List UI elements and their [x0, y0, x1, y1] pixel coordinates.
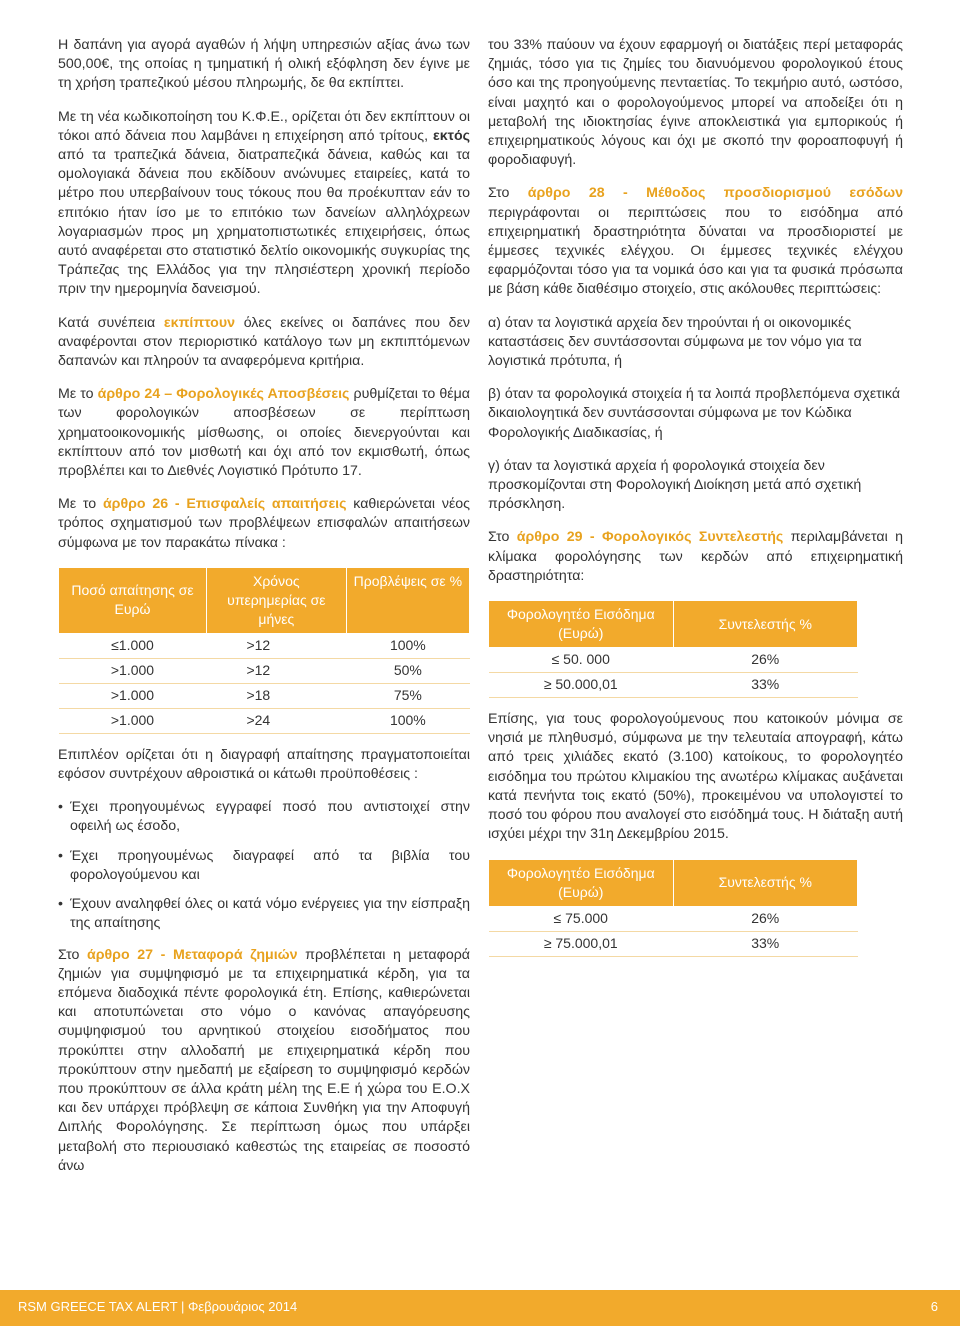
table-header: Ποσό απαίτησης σε Ευρώ	[59, 567, 207, 633]
table-row: ≤ 50. 000 26%	[489, 648, 858, 673]
paragraph-cash-payments: Η δαπάνη για αγορά αγαθών ή λήψη υπηρεσιών αξίας άνω των 500,00€, της οποίας η τμηματική ή ολική εξόφληση δεν έγινε με τη χρήση τραπεζικού μέσου πληρωμής, δε θα εκπίπτει.	[58, 37, 470, 92]
table-header: Χρόνος υπερημερίας σε μήνες	[206, 567, 346, 633]
table-header: Φορολογητέο Εισόδημα (Ευρώ)	[489, 859, 674, 906]
paragraph-article-27: Στο άρθρο 27 - Μεταφορά ζημιών προβλέπεται η μεταφορά ζημιών για συμψηφισμό με τα επιχειρηματικά κέρδη, για τα επόμενα διαδοχικά πέντε φορολογικά έτη. Επίσης, καθιερώνεται και αποτυπώνεται στο νόμο ο κανόνας απαγόρευσης συμψηφισμού του αρνητικού στοιχείου εισοδήματος που προκύπτει στην αλλοδαπή με επιχειρηματικά κέρδη που προκύπτουν στην ημεδαπή με εξαίρεση το συμψηφισμό κερδών που προκύπτουν σε άλλα κράτη μέλη της Ε.Ε ή χώρα του Ε.Ο.Χ και δεν υπάρχει πρόβλεψη σε κάποια Συνθήκη για την Αποφυγή Διπλής Φορολόγησης. Σε περίπτωση όμως που υπάρξει μεταβολή στο περιουσιακό καθεστώς της εταιρείας σε ποσοστό άνω	[58, 946, 470, 1174]
paragraph-case-b: β) όταν τα φορολογικά στοιχεία ή τα λοιπά προβλεπόμενα σχετικά δικαιολογητικά δεν συντάσσονται σύμφωνα με τον Κώδικα Φορολογικής Διαδικασίας, ή	[488, 386, 901, 441]
table-row: ≥ 75.000,01 33%	[489, 931, 858, 956]
list-item: • Έχει προηγουμένως εγγραφεί ποσό που αντιστοιχεί στην οφειλή ως έσοδο,	[58, 798, 470, 836]
table-header: Συντελεστής %	[673, 601, 858, 648]
paragraph-case-a: α) όταν τα λογιστικά αρχεία δεν τηρούνται ή οι οικονομικές καταστάσεις δεν συντάσσονται σύμφωνα με τον νόμο για τα λογιστικά πρότυπα, ή	[488, 314, 862, 370]
bad-debt-provision-table	[58, 567, 470, 734]
paragraph-interest: Με τη νέα κωδικοποίηση του Κ.Φ.Ε., ορίζεται ότι δεν εκπίπτουν οι τόκοι από δάνεια που λαμβάνει η επιχείρηση από τρίτους, εκτός από τα τραπεζικά δάνεια, διατραπεζικά δάνεια, καθώς και τα ομολογιακά δάνεια που εκδίδουν ανώνυμες εταιρείες, κατά το μέτρο που υπερβαίνουν τους τόκους που θα προέκυπταν εάν το επιτόκιο ήταν ίσο με το επιτόκιο των δανείων αλληλόχρεων λογαριασμών προς μη χρηματοπιστωτικές επιχειρήσεις, όπως αυτό αναφέρεται στο στατιστικό δελτίο οικονομικής συγκυρίας της Τράπεζας της Ελλάδος για την πλησιέστερη χρονική περίοδο πριν την ημερομηνία δανεισμού.	[58, 108, 470, 298]
paragraph-write-off: Επιπλέον ορίζεται ότι η διαγραφή απαίτησης πραγματοποιείται εφόσον συντρέχουν αθροιστικά οι κάτωθι προϋποθέσεις :	[58, 746, 470, 783]
conditions-list	[58, 798, 470, 933]
table-row: >1.000 >24 100%	[59, 708, 470, 733]
paragraph-islands: Επίσης, για τους φορολογούμενους που κατοικούν μόνιμα σε νησιά με πληθυσμό, σύμφωνα με την τελευταία απογραφή, κάτω από τρεις χιλιάδες εκατό (3.100) κατοίκους, το φορολογητέο εισόδημα του πρώτου κλιμακίου της ανωτέρω κλίμακας αυξάνεται κατά πενήντα τοις εκατό (50%), προκειμένου να υπολογιστεί το ποσό του φόρου που αναλογεί στο εισόδημά τους. Η διάταξη αυτή ισχύει μέχρι την 31η Δεκεμβρίου 2015.	[488, 711, 903, 843]
paragraph-loss-transfer: του 33% παύουν να έχουν εφαρμογή οι διατάξεις περί μεταφοράς ζημιάς, τόσο για τις ζημίες του διανυόμενου φορολογικού έτους όσο και της προηγούμενης πενταετίας. Το τεκμήριο αυτό, ωστόσο, είναι μαχητό και ο φορολογούμενος μπορεί να αποδείξει ότι η μεταβολή της ιδιοκτησίας έγινε αποκλειστικά για εμπορικούς ή επιχειρηματικούς λόγους και όχι με σκοπό την φοροαποφυγή ή φοροδιαφυγή.	[488, 37, 903, 169]
table-row: ≤ 75.000 26%	[489, 906, 858, 931]
table-header: Προβλέψεις σε %	[346, 567, 469, 633]
page-footer	[0, 1290, 960, 1326]
paragraph-article-24: Με το άρθρο 24 – Φορολογικές Αποσβέσεις ρυθμίζεται το θέμα των φορολογικών αποσβέσεων σε περίπτωση χρηματοοικονομικής μίσθωσης, οι οποίες διενεργούνται και εκπίπτουν από τον μισθωτή και όχι από τον εκμισθωτή, όπως προβλέπει και το Διεθνές Λογιστικό Πρότυπο 17.	[58, 386, 470, 480]
table-row: >1.000 >18 75%	[59, 683, 470, 708]
list-item: • Έχει προηγουμένως διαγραφεί από τα βιβλία του φορολογούμενου και	[58, 847, 470, 885]
right-column	[488, 36, 903, 969]
table-header: Συντελεστής %	[673, 859, 858, 906]
table-header: Φορολογητέο Εισόδημα (Ευρώ)	[489, 601, 674, 648]
table-row: ≥ 50.000,01 33%	[489, 673, 858, 698]
list-item: • Έχουν αναληφθεί όλες οι κατά νόμο ενέργειες για την είσπραξη της απαίτησης	[58, 895, 470, 933]
page-number: 6	[930, 1299, 938, 1314]
table-row: ≤1.000 >12 100%	[59, 633, 470, 658]
paragraph-article-29: Στο άρθρο 29 - Φορολογικός Συντελεστής περιλαμβάνεται η κλίμακα φορολόγησης των κερδών από επιχειρηματική δραστηριότητα:	[488, 529, 904, 584]
paragraph-article-26: Με το άρθρο 26 - Επισφαλείς απαιτήσεις καθιερώνεται νέος τρόπος σχηματισμού των προβλέψεων επισφαλών απαιτήσεων σύμφωνα με τον παρακάτω πίνακα :	[58, 496, 470, 551]
table-row: >1.000 >12 50%	[59, 658, 470, 683]
tax-rate-table	[488, 600, 858, 698]
paragraph-case-c: γ) όταν τα λογιστικά αρχεία ή φορολογικά στοιχεία δεν προσκομίζονται στη Φορολογική Διοίκηση μετά από σχετική πρόσκληση.	[488, 457, 862, 513]
island-tax-rate-table	[488, 859, 858, 957]
left-column	[58, 36, 470, 1190]
paragraph-article-28: Στο άρθρο 28 - Μέθοδος προσδιορισμού εσόδων περιγράφονται οι περιπτώσεις που το εισόδημα από επιχειρηματική δραστηριότητα δύναται να προσδιοριστεί με έμμεσες τεχνικές ελέγχου. Οι έμμεσες τεχνικές ελέγχου εφαρμόζονται τόσο για τα νομικά όσο και για τα φυσικά πρόσωπα με βάση κάθε διαθέσιμο στοιχείο, στις ακόλουθες περιπτώσεις:	[488, 185, 904, 298]
paragraph-deductible: Κατά συνέπεια εκπίπτουν όλες εκείνες οι δαπάνες που δεν αναφέρονται στον περιοριστικό κατάλογο των μη εκπιπτόμενων δαπανών και πληρούν τα αναφερόμενα κριτήρια.	[58, 314, 470, 370]
footer-title: RSM GREECE TAX ALERT | Φεβρουάριος 2014	[18, 1299, 298, 1314]
